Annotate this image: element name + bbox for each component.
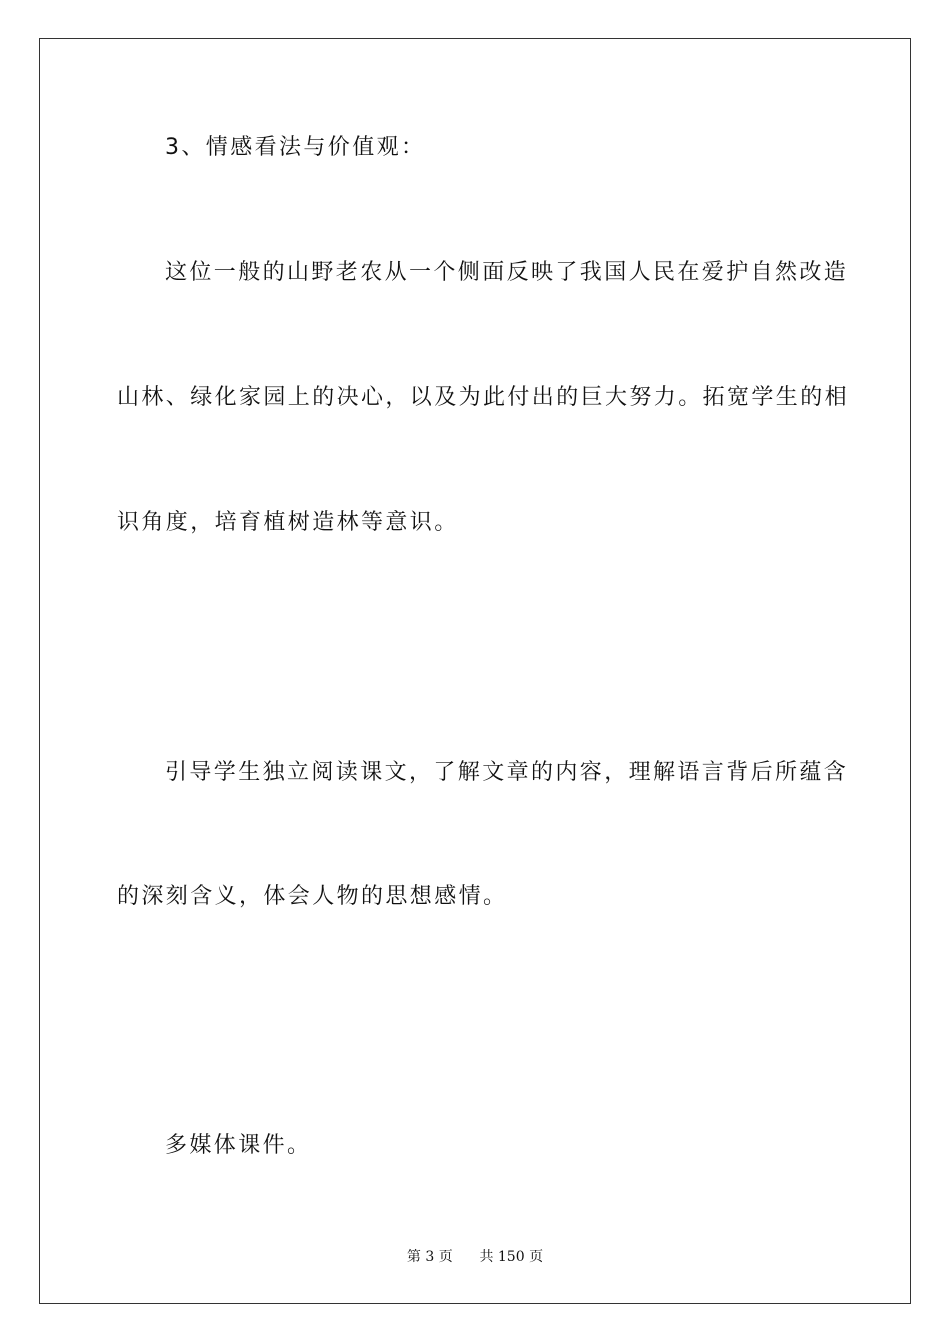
- page-border: [39, 38, 911, 1304]
- page-total: 共 150 页: [479, 1249, 544, 1265]
- paragraph-line: 识角度，培育植树造林等意识。: [117, 510, 459, 535]
- page-footer: [0, 1248, 950, 1266]
- paragraph-line: 引导学生独立阅读课文，了解文章的内容，理解语言背后所蕴含: [165, 760, 849, 785]
- page-number: 第 3 页: [406, 1249, 453, 1265]
- paragraph-line: 的深刻含义，体会人物的思想感情。: [117, 884, 508, 909]
- section-heading: 3、情感看法与价值观：: [165, 135, 426, 160]
- paragraph-line: 山林、绿化家园上的决心，以及为此付出的巨大努力。拓宽学生的相: [117, 385, 850, 410]
- paragraph-line: 多媒体课件。: [165, 1133, 312, 1158]
- paragraph-line: 这位一般的山野老农从一个侧面反映了我国人民在爱护自然改造: [165, 260, 849, 285]
